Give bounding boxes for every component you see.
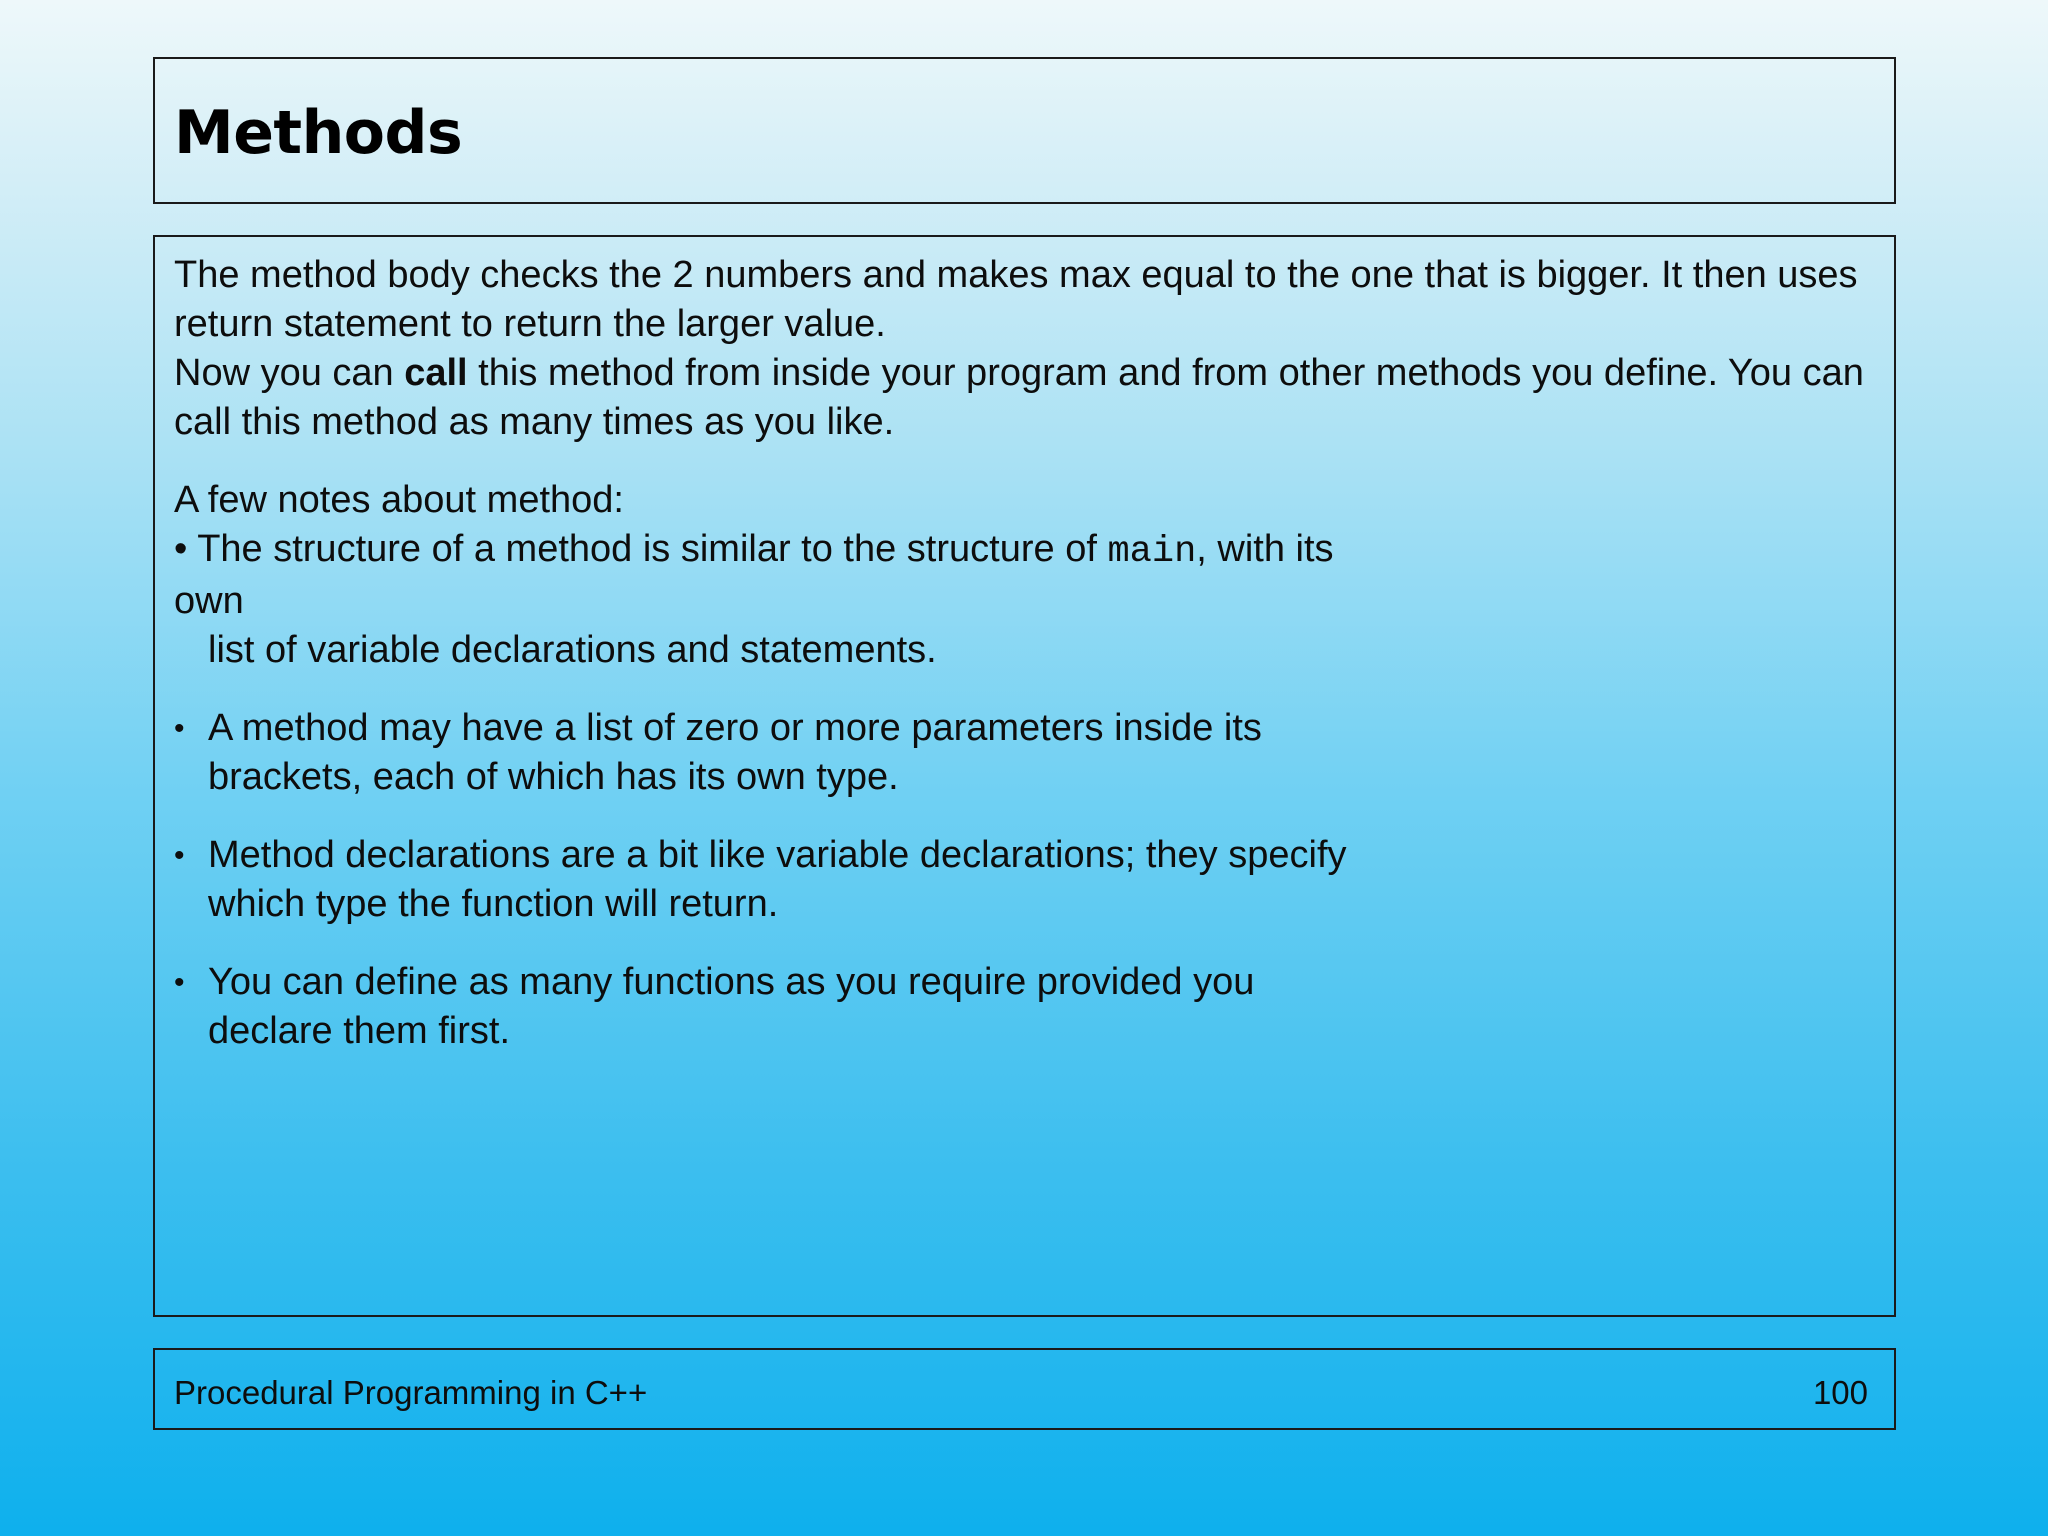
slide-body [174,251,1874,1056]
bullet-symbol: • [174,528,188,570]
bullet-item-2 [174,704,1388,802]
intro-paragraph-2 [174,349,1874,447]
bullet-symbol: • [174,966,185,999]
footer-box [153,1348,1896,1430]
bullet-item-4 [174,958,1388,1056]
bullet-3-text: Method declarations are a bit like variable declarations; they specify which type the function will return. [208,834,1347,925]
bullet-symbol: • [174,839,185,872]
intro-p2-bold-call: call [404,352,468,394]
intro-paragraph-1: The method body checks the 2 numbers and makes max equal to the one that is bigger. It then uses return statement to return the larger value. [174,254,1858,345]
bullet-1-line-1 [174,525,1354,626]
bullet-2-text: A method may have a list of zero or more parameters inside its brackets, each of which has its own type. [208,707,1262,798]
bullet-1-text-after: , with its own [174,528,1334,622]
notes-heading: A few notes about method: [174,479,624,521]
bullet-item-3 [174,831,1388,929]
title-box [153,57,1896,204]
footer-course-title: Procedural Programming in C++ [174,1374,648,1411]
bullet-symbol: • [174,712,185,745]
bullet-item-1 [174,525,1354,675]
slide-title: Methods [174,98,463,168]
bullet-1-text-before: The structure of a method is similar to the structure of [197,528,1108,570]
page-number: 100 [1812,1374,1868,1411]
bullet-4-text: You can define as many functions as you require provided you declare them first. [208,961,1255,1052]
code-main: main [1107,531,1197,573]
intro-p2-before: Now you can [174,352,405,394]
intro-p2-after: this method from inside your program and from other methods you define. You can call this method as many times as you like. [174,352,1864,443]
bullet-1-line-2: list of variable declarations and statements. [208,629,937,671]
content-box [153,235,1896,1317]
